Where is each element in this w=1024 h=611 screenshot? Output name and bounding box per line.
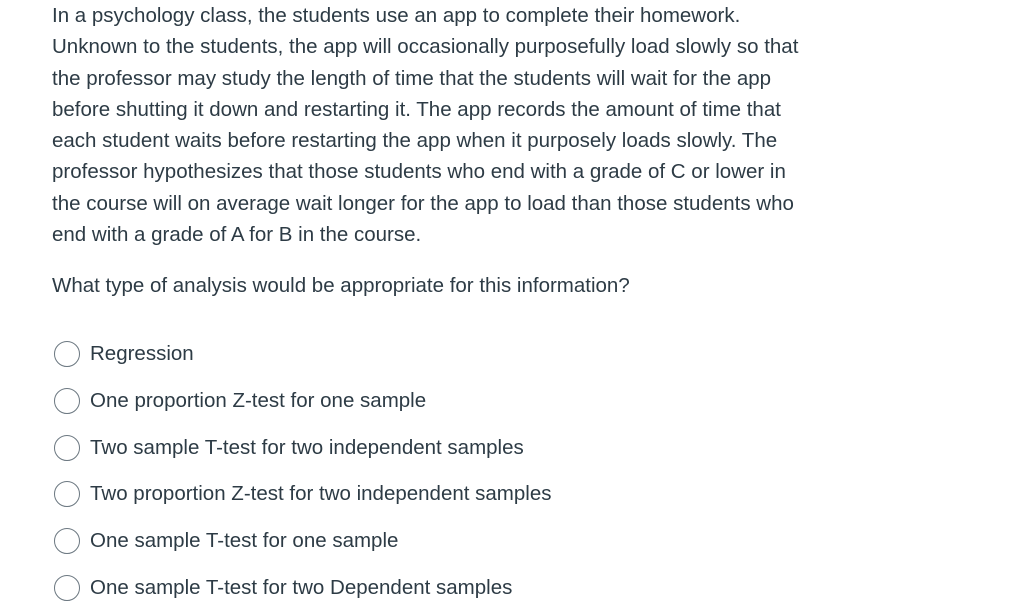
option-label[interactable]: Regression bbox=[90, 342, 194, 366]
answer-option-one-sample-t-test-dependent[interactable] bbox=[54, 564, 552, 611]
option-label[interactable]: One sample T-test for one sample bbox=[90, 529, 399, 553]
question-line: each student waits before restarting the app when it purposely loads slowly. The bbox=[52, 129, 778, 153]
answer-options bbox=[54, 331, 552, 611]
option-label[interactable]: Two sample T-test for two independent samples bbox=[90, 435, 524, 459]
radio-button[interactable] bbox=[54, 388, 80, 414]
question-line: before shutting it down and restarting it. The app records the amount of time that bbox=[52, 97, 781, 121]
question-line: Unknown to the students, the app will occasionally purposefully load slowly so that bbox=[52, 35, 799, 59]
answer-option-two-proportion-z-test[interactable] bbox=[54, 471, 552, 518]
answer-option-one-proportion-z-test[interactable] bbox=[54, 378, 552, 425]
question-line: the course will on average wait longer for the app to load than those students who bbox=[52, 191, 794, 215]
radio-button[interactable] bbox=[54, 341, 80, 367]
option-label[interactable]: Two proportion Z-test for two independent samples bbox=[90, 482, 552, 506]
radio-button[interactable] bbox=[54, 528, 80, 554]
radio-button[interactable] bbox=[54, 435, 80, 461]
answer-option-one-sample-t-test[interactable] bbox=[54, 518, 552, 565]
option-label[interactable]: One proportion Z-test for one sample bbox=[90, 389, 427, 413]
answer-option-regression[interactable] bbox=[54, 331, 552, 378]
question-line: end with a grade of A for B in the course. bbox=[52, 223, 422, 247]
question-line: professor hypothesizes that those students who end with a grade of C or lower in bbox=[52, 160, 786, 184]
question-prompt: What type of analysis would be appropriate for this information? bbox=[52, 274, 630, 297]
question-line: In a psychology class, the students use an app to complete their homework. bbox=[52, 4, 741, 27]
question-line: the professor may study the length of time that the students will wait for the app bbox=[52, 66, 772, 90]
option-label[interactable]: One sample T-test for two Dependent samples bbox=[90, 575, 513, 599]
radio-button[interactable] bbox=[54, 575, 80, 601]
radio-button[interactable] bbox=[54, 481, 80, 507]
answer-option-two-sample-t-test[interactable] bbox=[54, 424, 552, 471]
question-text bbox=[52, 0, 902, 250]
